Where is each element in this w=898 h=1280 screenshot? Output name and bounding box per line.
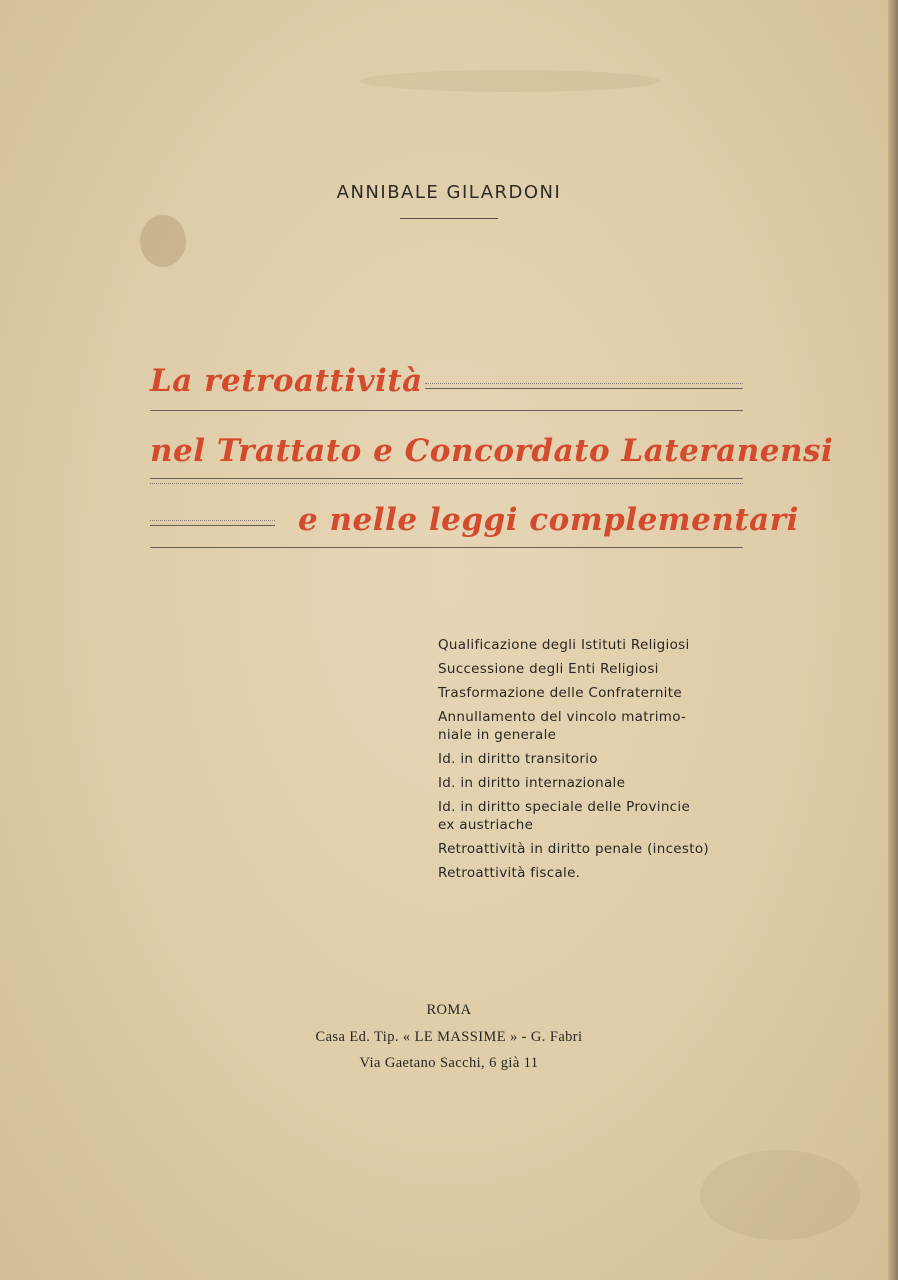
topic-item: Retroattività fiscale. — [438, 865, 581, 881]
title-rule — [425, 388, 743, 389]
author-name: ANNIBALE GILARDONI — [336, 182, 562, 203]
topic-item: Retroattività in diritto penale (incesto) — [438, 841, 709, 857]
title-rule — [150, 410, 743, 411]
topic-item: Id. in diritto transitorio — [438, 751, 598, 767]
title-rule — [150, 547, 743, 548]
paper-stain — [360, 70, 660, 92]
title-dotted-rule — [150, 520, 275, 521]
title-dotted-rule — [150, 483, 743, 484]
paper-stain — [140, 215, 186, 267]
topic-item: Annullamento del vincolo matrimo- niale in generale — [438, 709, 687, 743]
imprint-city: ROMA — [426, 1002, 472, 1018]
paper-stain — [700, 1150, 860, 1240]
title-line-3: e nelle leggi complementari — [298, 502, 799, 538]
topic-item: Id. in diritto internazionale — [438, 775, 626, 791]
title-line-1: La retroattività — [150, 363, 423, 399]
author-divider — [400, 218, 498, 219]
title-dotted-rule — [425, 383, 743, 384]
imprint-publisher: Casa Ed. Tip. « LE MASSIME » - G. Fabri — [315, 1029, 583, 1045]
title-line-2: nel Trattato e Concordato Lateranensi — [150, 433, 834, 469]
title-rule — [150, 478, 743, 479]
imprint-address: Via Gaetano Sacchi, 6 già 11 — [359, 1055, 539, 1071]
topic-item: Id. in diritto speciale delle Provincie ex austriache — [438, 799, 691, 833]
topic-item: Trasformazione delle Confraternite — [438, 685, 682, 701]
topic-item: Qualificazione degli Istituti Religiosi — [438, 637, 690, 653]
topics-list — [438, 636, 758, 888]
title-rule — [150, 525, 275, 526]
topic-item: Successione degli Enti Religiosi — [438, 661, 659, 677]
